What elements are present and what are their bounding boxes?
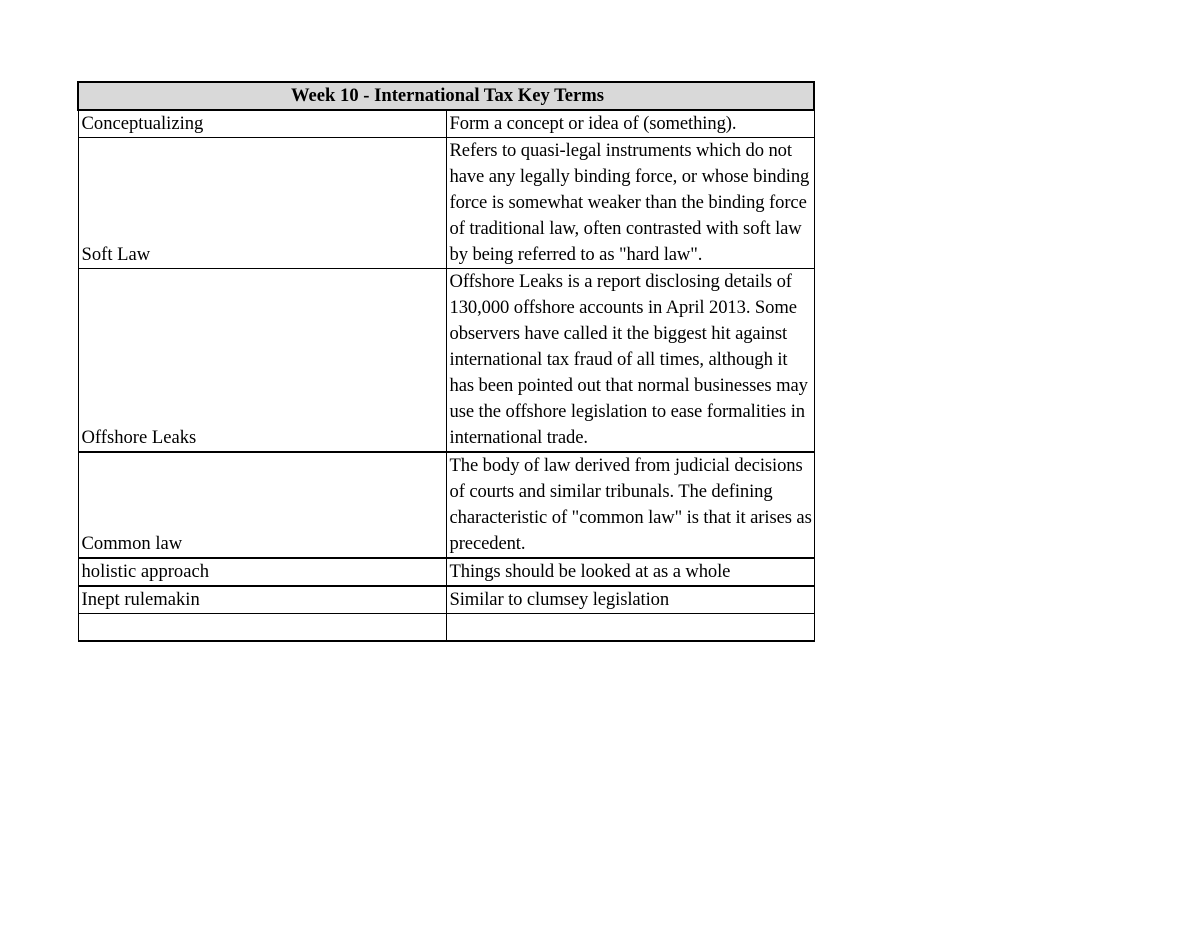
definition-cell[interactable]: Form a concept or idea of (something). [446,110,814,138]
definition-cell[interactable] [446,614,814,642]
table-title-row [78,82,814,110]
table-row [78,452,814,558]
table-row-empty [78,614,814,642]
term-cell[interactable]: Inept rulemakin [78,586,446,614]
term-cell[interactable]: holistic approach [78,558,446,586]
definition-cell[interactable]: Refers to quasi-legal instruments which do not have any legally binding force, or whose binding force is somewhat weaker than the binding force of traditional law, often contrasted with soft law by being referred to as "hard law". [446,138,814,269]
term-cell[interactable]: Conceptualizing [78,110,446,138]
term-cell[interactable]: Common law [78,452,446,558]
definition-cell[interactable]: Similar to clumsey legislation [446,586,814,614]
table-row [78,269,814,453]
definition-cell[interactable]: Offshore Leaks is a report disclosing details of 130,000 offshore accounts in April 2013. Some observers have called it the biggest hit against international tax fraud of all times, although it has been pointed out that normal businesses may use the offshore legislation to ease formalities in international trade. [446,269,814,453]
table-row [78,110,814,138]
term-cell[interactable]: Offshore Leaks [78,269,446,453]
table-row [78,138,814,269]
definition-cell[interactable]: The body of law derived from judicial decisions of courts and similar tribunals. The defining characteristic of "common law" is that it arises as precedent. [446,452,814,558]
table-row [78,558,814,586]
spreadsheet-page [77,81,815,642]
definition-cell[interactable]: Things should be looked at as a whole [446,558,814,586]
term-cell[interactable] [78,614,446,642]
key-terms-table [77,81,815,642]
term-cell[interactable]: Soft Law [78,138,446,269]
table-title[interactable]: Week 10 - International Tax Key Terms [78,82,814,110]
table-row [78,586,814,614]
